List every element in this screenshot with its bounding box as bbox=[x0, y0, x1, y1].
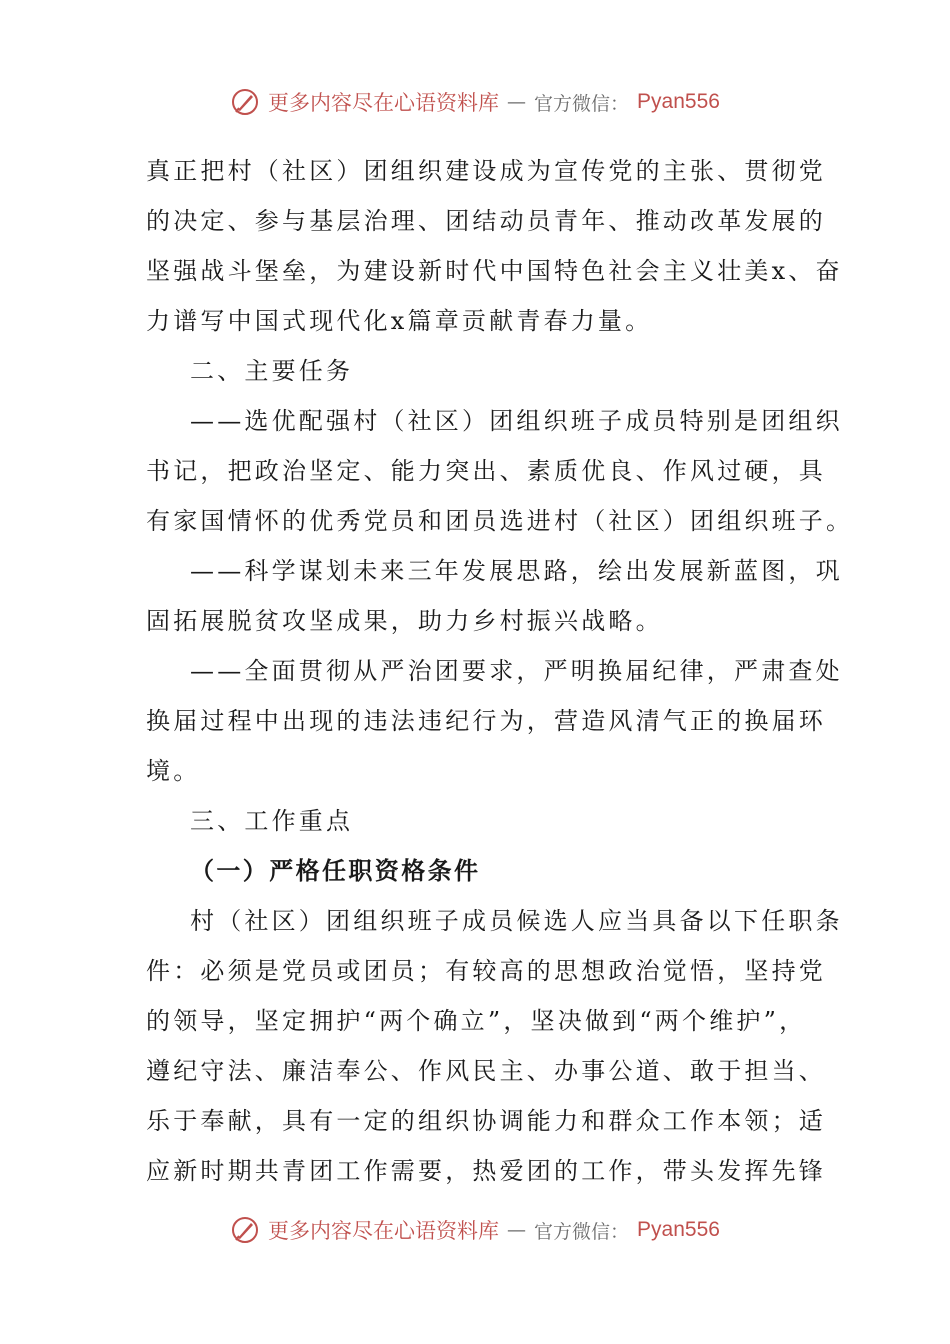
paragraph-line: ——全面贯彻从严治团要求，严明换届纪律，严肃查处 bbox=[190, 657, 843, 685]
banner-sub-text: 官方微信： bbox=[534, 1220, 630, 1243]
paragraph-line: ——科学谋划未来三年发展思路，绘出发展新蓝图，巩 bbox=[190, 557, 843, 585]
paragraph-line: 应新时期共青团工作需要，热爱团的工作，带头发挥先锋 bbox=[146, 1157, 826, 1185]
section-heading: 三、工作重点 bbox=[190, 807, 354, 835]
document-body bbox=[146, 146, 854, 1196]
paragraph-line: 换届过程中出现的违法违纪行为，营造风清气正的换届环 bbox=[146, 707, 826, 735]
paragraph-line: 遵纪守法、廉洁奉公、作风民主、办事公道、敢于担当、 bbox=[146, 1057, 826, 1085]
paragraph-line: 有家国情怀的优秀党员和团员选进村（社区）团组织班子。 bbox=[146, 507, 854, 535]
banner-main-text: 更多内容尽在心语资料库 bbox=[268, 91, 500, 115]
section-heading: 二、主要任务 bbox=[190, 357, 354, 385]
paragraph-line: 的决定、参与基层治理、团结动员青年、推动改革发展的 bbox=[146, 207, 826, 235]
banner-dash: — bbox=[507, 1219, 527, 1241]
paragraph-line: 坚强战斗堡垒，为建设新时代中国特色社会主义壮美x、奋 bbox=[146, 257, 843, 285]
quill-logo-icon bbox=[230, 87, 260, 117]
banner-wechat-id: Pyan556 bbox=[637, 90, 720, 113]
paragraph-line: ——选优配强村（社区）团组织班子成员特别是团组织 bbox=[190, 407, 843, 435]
banner-main-text: 更多内容尽在心语资料库 bbox=[268, 1219, 500, 1243]
banner-wechat-id: Pyan556 bbox=[637, 1218, 720, 1241]
paragraph-line: 乐于奉献，具有一定的组织协调能力和群众工作本领；适 bbox=[146, 1107, 826, 1135]
quill-logo-icon bbox=[230, 1215, 260, 1245]
paragraph-line: 的领导，坚定拥护“两个确立”，坚决做到“两个维护”， bbox=[146, 1007, 807, 1035]
banner-sub-text: 官方微信： bbox=[534, 92, 630, 115]
header-banner bbox=[0, 82, 950, 122]
paragraph-line: 境。 bbox=[146, 757, 201, 785]
subsection-heading: （一）严格任职资格条件 bbox=[190, 856, 481, 885]
paragraph-line: 件：必须是党员或团员；有较高的思想政治觉悟，坚持党 bbox=[146, 957, 826, 985]
paragraph-line: 真正把村（社区）团组织建设成为宣传党的主张、贯彻党 bbox=[146, 157, 826, 185]
paragraph-line: 固拓展脱贫攻坚成果，助力乡村振兴战略。 bbox=[146, 607, 663, 635]
paragraph-line: 力谱写中国式现代化x篇章贡献青春力量。 bbox=[146, 307, 653, 335]
paragraph-line: 书记，把政治坚定、能力突出、素质优良、作风过硬，具 bbox=[146, 457, 826, 485]
footer-banner bbox=[0, 1210, 950, 1250]
paragraph-line: 村（社区）团组织班子成员候选人应当具备以下任职条 bbox=[190, 907, 843, 935]
banner-dash: — bbox=[507, 91, 527, 113]
